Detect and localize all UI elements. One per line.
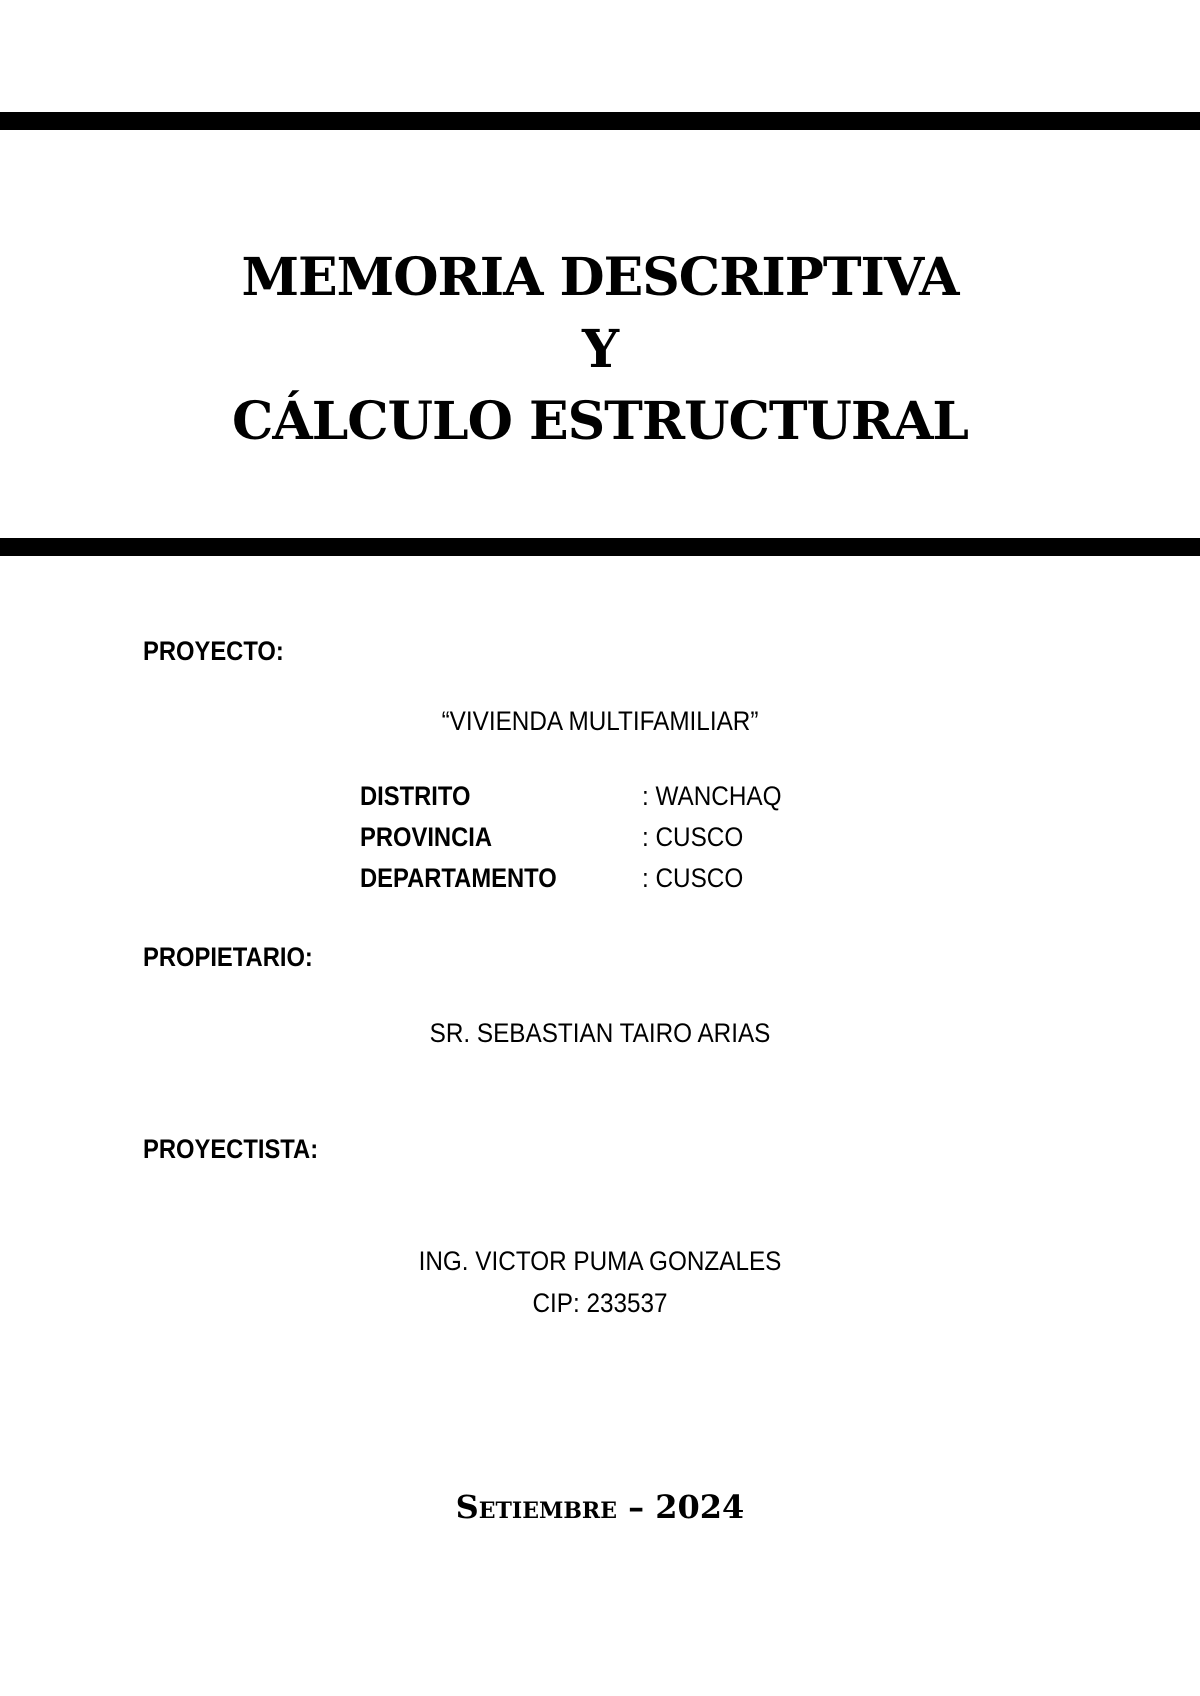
proyecto-label: PROYECTO: [143, 636, 284, 666]
title-line-2: Y [581, 319, 619, 380]
location-value: : WANCHAQ [642, 781, 782, 811]
location-key: DEPARTAMENTO [360, 863, 557, 893]
location-key: PROVINCIA [360, 822, 493, 852]
bottom-rule [0, 538, 1200, 556]
propietario-name: SR. SEBASTIAN TAIRO ARIAS [429, 1018, 771, 1048]
title-line-1: MEMORIA DESCRIPTIVA [241, 247, 959, 308]
location-value: : CUSCO [642, 822, 744, 852]
title-line-3: CÁLCULO ESTRUCTURAL [232, 391, 968, 452]
propietario-label: PROPIETARIO: [143, 942, 313, 972]
proyectista-label: PROYECTISTA: [143, 1134, 319, 1164]
document-date: Setiembre – 2024 [455, 1488, 745, 1526]
document-title [0, 242, 1200, 458]
location-key: DISTRITO [360, 781, 471, 811]
proyectista-name: ING. VICTOR PUMA GONZALES [418, 1246, 782, 1276]
proyectista-cip: CIP: 233537 [532, 1288, 668, 1318]
top-rule [0, 112, 1200, 130]
location-value: : CUSCO [642, 863, 744, 893]
proyecto-name: “VIVIENDA MULTIFAMILIAR” [441, 706, 759, 736]
